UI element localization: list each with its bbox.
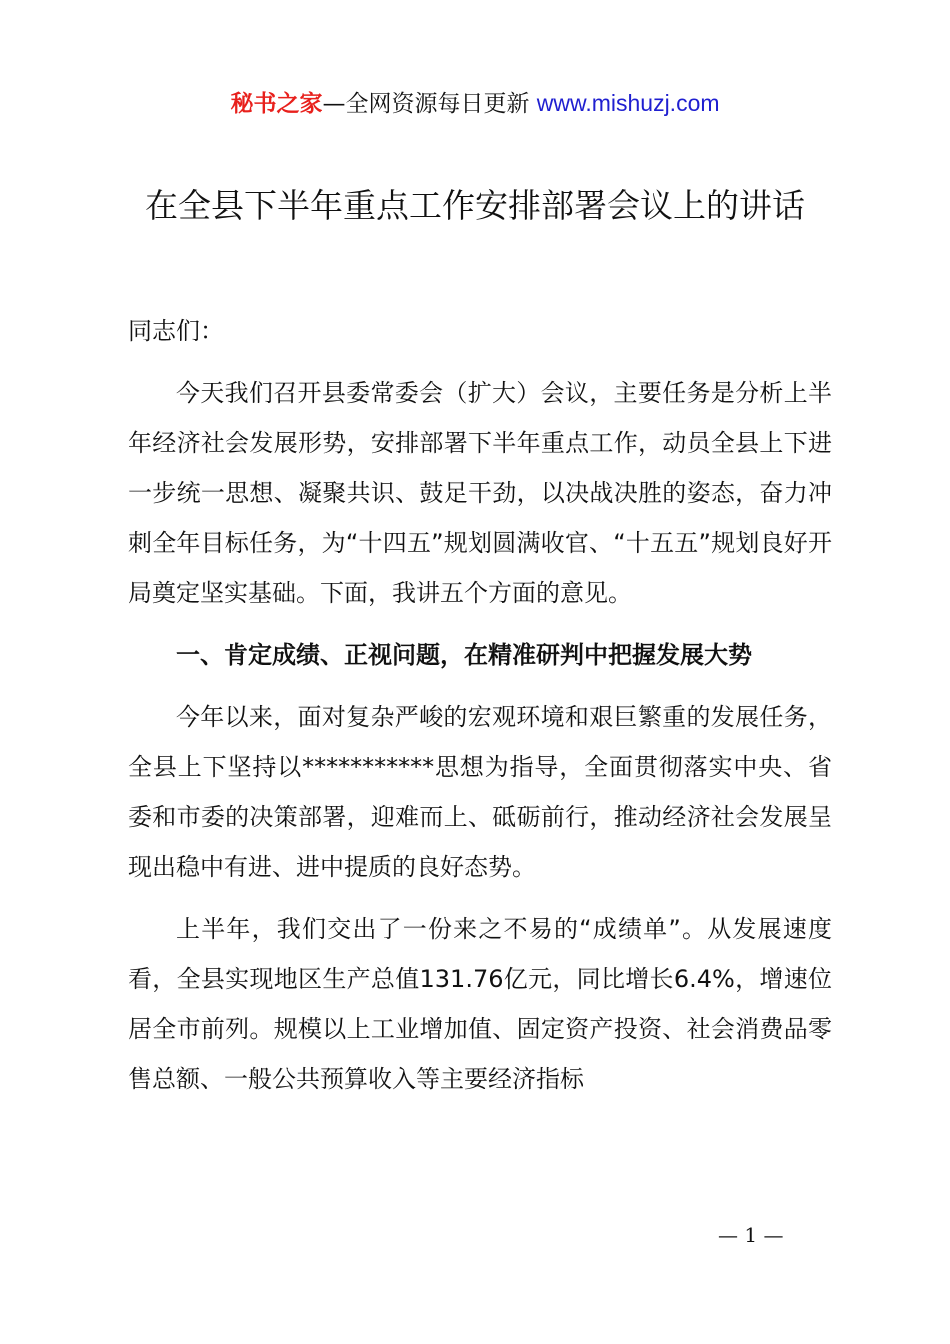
salutation: 同志们： bbox=[128, 317, 224, 345]
page-number: — 1 — bbox=[718, 1223, 784, 1247]
site-header bbox=[0, 86, 950, 121]
paragraph-intro: 今天我们召开县委常委会（扩大）会议，主要任务是分析上半年经济社会发展形势，安排部署下半年重点工作，动员全县上下进一步统一思想、凝聚共识、鼓足干劲，以决战决胜的姿态，奋力冲刺全年目标任务，为“十四五”规划圆满收官、“十五五”规划良好开局奠定坚实基础。下面，我讲五个方面的意见。 bbox=[128, 379, 832, 607]
header-slogan: —全网资源每日更新 bbox=[322, 91, 530, 117]
document-title: 在全县下半年重点工作安排部署会议上的讲话 bbox=[145, 186, 805, 225]
site-url-link[interactable]: www.mishuzj.com bbox=[536, 90, 720, 116]
paragraph-overview: 今年以来，面对复杂严峻的宏观环境和艰巨繁重的发展任务，全县上下坚持以***********思想为指导，全面贯彻落实中央、省委和市委的决策部署，迎难而上、砥砺前行，推动经济社会发展呈现出稳中有进、进中提质的良好态势。 bbox=[128, 703, 832, 881]
section-heading-1: 一、肯定成绩、正视问题，在精准研判中把握发展大势 bbox=[176, 641, 752, 669]
brand-name: 秘书之家 bbox=[230, 91, 323, 117]
paragraph-achievements: 上半年，我们交出了一份来之不易的“成绩单”。从发展速度看，全县实现地区生产总值131.76亿元，同比增长6.4%，增速位居全市前列。规模以上工业增加值、固定资产投资、社会消费品零售总额、一般公共预算收入等主要经济指标 bbox=[128, 915, 832, 1093]
document-body bbox=[128, 306, 832, 1116]
